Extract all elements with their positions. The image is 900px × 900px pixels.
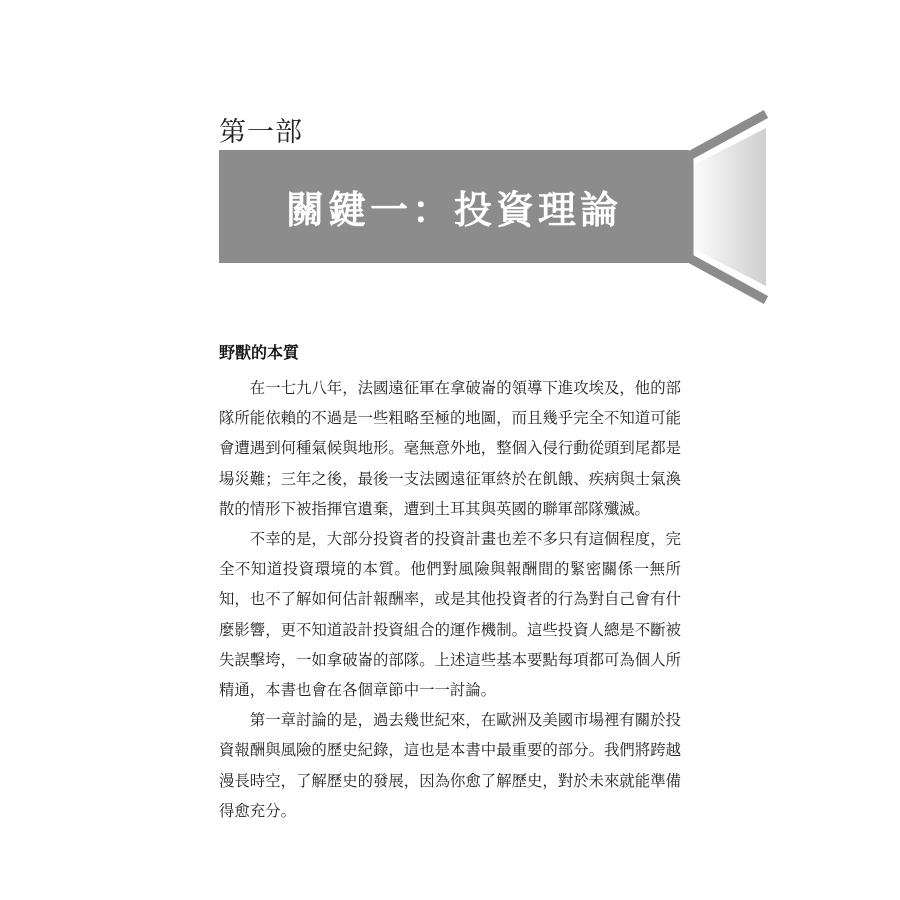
chapter-banner: [219, 150, 689, 263]
banner-bracket-decoration: [688, 108, 768, 308]
section-heading: 野獸的本質: [219, 343, 300, 362]
paragraph: 在一七九八年，法國遠征軍在拿破崙的領導下進攻埃及，他的部隊所能依賴的不過是一些粗略至極的地圖，而且幾乎完全不知道可能會遭遇到何種氣候與地形。毫無意外地，整個入侵行動從頭到尾都是場災難；三年之後，最後一支法國遠征軍終於在飢餓、疾病與士氣渙散的情形下被指揮官遺棄，遭到土耳其與英國的聯軍部隊殲滅。: [219, 379, 681, 518]
paragraph: 第一章討論的是，過去幾世紀來，在歐洲及美國市場裡有關於投資報酬與風險的歷史紀錄，這也是本書中最重要的部分。我們將跨越漫長時空，了解歷史的發展，因為你愈了解歷史，對於未來就能準備得愈充分。: [219, 711, 681, 820]
body-text: [219, 373, 681, 826]
paragraph: 不幸的是，大部分投資者的投資計畫也差不多只有這個程度，完全不知道投資環境的本質。他們對風險與報酬間的緊密關係一無所知，也不了解如何估計報酬率，或是其他投資者的行為對自己會有什麼影響，更不知道設計投資組合的運作機制。這些投資人總是不斷被失誤擊垮，一如拿破崙的部隊。上述這些基本要點每項都可為個人所精通，本書也會在各個章節中一一討論。: [219, 530, 681, 700]
banner-title: 關鍵一：投資理論: [285, 188, 622, 232]
part-label: 第一部: [219, 117, 303, 148]
